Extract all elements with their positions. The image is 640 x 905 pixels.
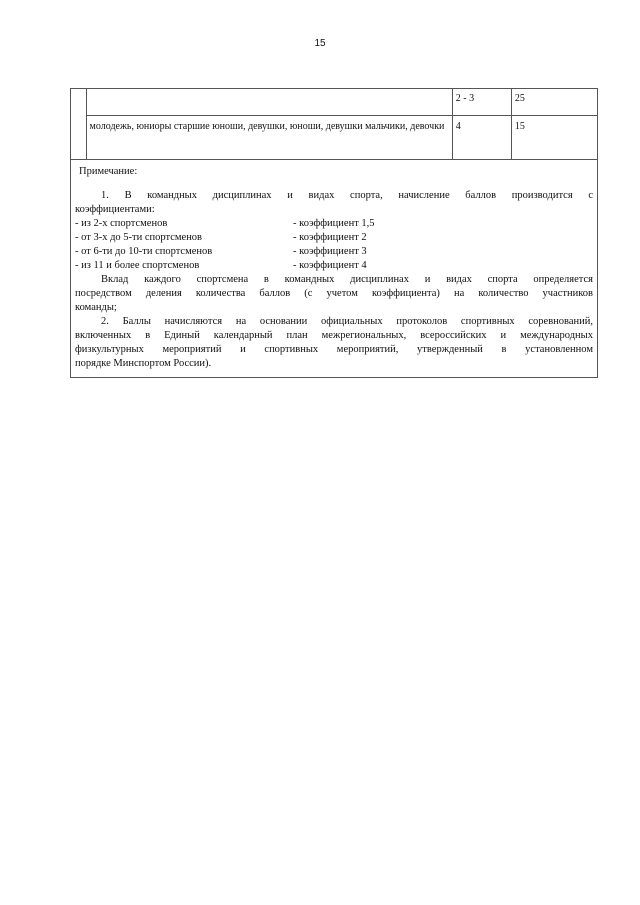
coefficient-value: - коэффициент 2 (293, 232, 367, 243)
table-row (71, 116, 598, 160)
note-paragraph-3-line: 2. Баллы начисляются на основании официальных протоколов спортивных соревнований, (101, 316, 593, 327)
coefficient-value: - коэффициент 1,5 (293, 218, 375, 229)
page-number: 15 (314, 38, 326, 49)
coefficient-item (75, 245, 593, 259)
note-paragraph-3-line: физкультурных мероприятий и спортивных мероприятий, утвержденный в установленном (75, 344, 593, 355)
note-paragraph-2-line: команды; (75, 302, 117, 313)
table-cell-blank (71, 89, 87, 160)
table-row (71, 89, 598, 116)
note-paragraph-3-line: включенных в Единый календарный план межрегиональных, всероссийских и международных (75, 330, 593, 341)
note-paragraph-3-line: порядке Минспортом России). (75, 358, 212, 369)
note-paragraph-1-line: 1. В командных дисциплинах и видах спорта, начисление баллов производится с (101, 190, 593, 201)
coefficient-range: - от 6-ти до 10-ти спортсменов (75, 246, 213, 257)
coefficient-item (75, 217, 593, 231)
coefficient-item (75, 259, 593, 273)
note-section (71, 160, 598, 378)
table-cell-points: 25 (511, 89, 597, 116)
note-paragraph-1-line: коэффициентами: (75, 204, 155, 215)
table-cell-rank: 4 (452, 116, 511, 160)
table-cell-rank: 2 - 3 (452, 89, 511, 116)
table-cell-description: молодежь, юниоры старшие юноши, девушки, юноши, девушки мальчики, девочки (86, 116, 452, 160)
coefficient-item (75, 231, 593, 245)
table-cell-points: 15 (511, 116, 597, 160)
coefficient-value: - коэффициент 4 (293, 260, 367, 271)
coefficient-value: - коэффициент 3 (293, 246, 367, 257)
coefficient-range: - из 11 и более спортсменов (75, 260, 200, 271)
table-cell-description (86, 89, 452, 116)
coefficient-range: - от 3-х до 5-ти спортсменов (75, 232, 203, 243)
note-title: Примечание: (79, 166, 138, 177)
scoring-table (70, 88, 598, 378)
coefficient-range: - из 2-х спортсменов (75, 218, 168, 229)
note-paragraph-2-line: посредством деления количества баллов (с учетом коэффициента) на количество участников (75, 288, 593, 299)
note-row (71, 160, 598, 378)
note-paragraph-2-line: Вклад каждого спортсмена в командных дисциплинах и видах спорта определяется (101, 274, 593, 285)
